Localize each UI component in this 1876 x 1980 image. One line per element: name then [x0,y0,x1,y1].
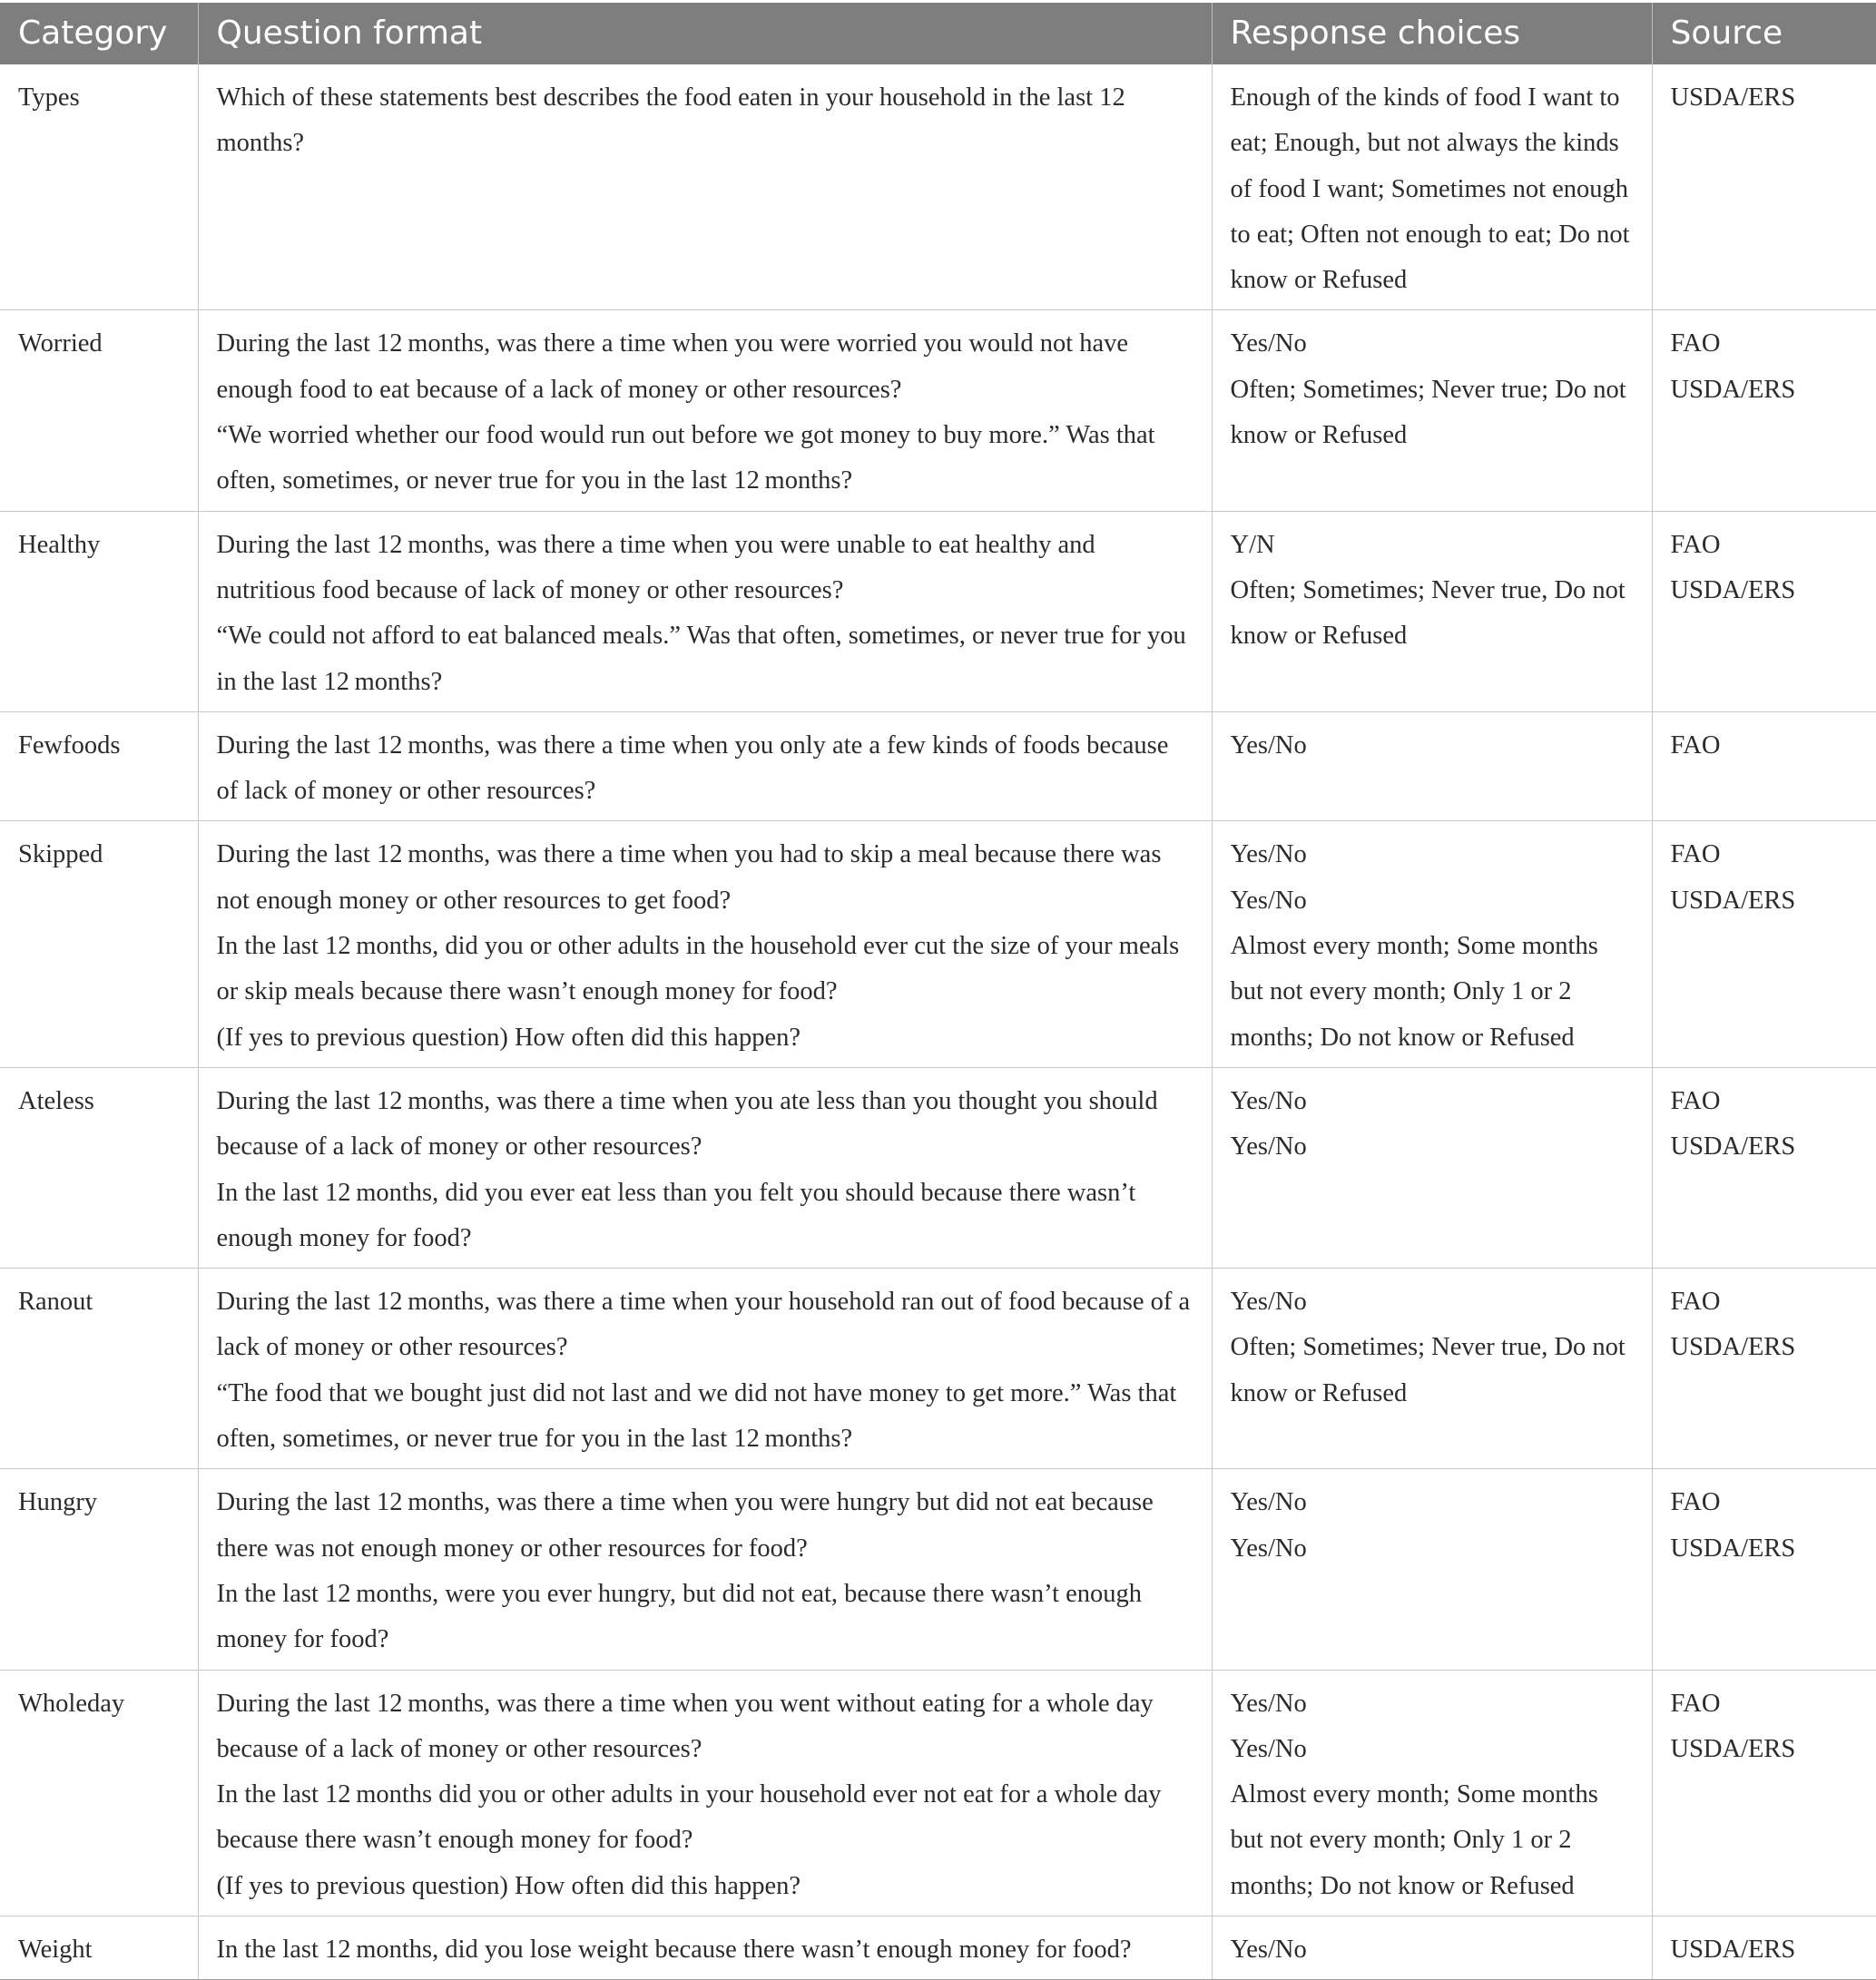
question-format-cell [198,310,1212,511]
source-cell [1652,511,1876,711]
table-row [0,821,1876,1067]
question-format-cell [198,1670,1212,1916]
question-line: During the last 12 months, was there a time when you were unable to eat healthy and nutritious food because of lack of money or other resources? [216,530,1095,604]
question-line: “We could not afford to eat balanced meals.” Was that often, sometimes, or never true for you in the last 12 months? [216,622,1186,696]
question-format-cell [198,1469,1212,1670]
source-line: FAO [1670,730,1721,760]
response-choices-cell [1212,511,1652,711]
source-cell [1652,1067,1876,1268]
question-format-cell [198,821,1212,1067]
source-cell [1652,1670,1876,1916]
response-line: Yes/No [1230,1132,1307,1162]
category-cell: Wholeday [0,1670,198,1916]
source-line: USDA/ERS [1670,83,1796,112]
response-line: Often; Sometimes; Never true, Do not know or Refused [1230,1333,1626,1407]
source-line: FAO [1670,1288,1721,1317]
question-format-cell [198,711,1212,821]
food-insecurity-questions-table [0,3,1876,1980]
question-line: In the last 12 months, did you or other adults in the household ever cut the size of your meals or skip meals because there wasn’t enough money for food? [216,932,1180,1006]
source-cell [1652,1916,1876,1979]
category-cell: Fewfoods [0,711,198,821]
question-line: “The food that we bought just did not last and we did not have money to get more.” Was that often, sometimes, or never true for you in the last 12 months? [216,1378,1177,1454]
table-row [0,1670,1876,1916]
header-row [0,3,1876,64]
source-line: USDA/ERS [1670,1333,1796,1362]
response-line: Yes/No [1230,840,1307,869]
table-row [0,1916,1876,1979]
category-cell: Healthy [0,511,198,711]
response-line: Yes/No [1230,1689,1307,1718]
response-choices-cell [1212,821,1652,1067]
table-row [0,711,1876,821]
question-line: During the last 12 months, was there a time when you were worried you would not have enough food to eat because of a lack of money or other resources? [216,329,1129,404]
category-cell: Skipped [0,821,198,1067]
source-line: USDA/ERS [1670,886,1796,915]
source-line: FAO [1670,530,1721,559]
response-line: Often; Sometimes; Never true; Do not know or Refused [1230,375,1626,450]
category-cell: Worried [0,310,198,511]
source-line: FAO [1670,1086,1721,1115]
food-insecurity-table-container [0,3,1876,1980]
question-format-cell [198,1067,1212,1268]
response-line: Yes/No [1230,329,1307,358]
table-header [0,3,1876,64]
category-cell: Ateless [0,1067,198,1268]
response-line: Almost every month; Some months but not every month; Only 1 or 2 months; Do not know or Refused [1230,932,1598,1052]
response-choices-cell [1212,1067,1652,1268]
header-source: Source [1652,3,1876,64]
header-response-choices: Response choices [1212,3,1652,64]
response-choices-cell [1212,711,1652,821]
source-line: USDA/ERS [1670,1132,1796,1162]
source-cell [1652,1469,1876,1670]
category-cell: Types [0,64,198,310]
source-cell [1652,1269,1876,1469]
question-line: During the last 12 months, was there a time when you had to skip a meal because there was not enough money or other resources to get food? [216,840,1162,915]
question-line: “We worried whether our food would run out before we got money to buy more.” Was that often, sometimes, or never true for you in the last 12 months? [216,421,1155,495]
header-question-format: Question format [198,3,1212,64]
question-line: During the last 12 months, was there a time when you only ate a few kinds of foods because of lack of money or other resources? [216,730,1169,806]
response-choices-cell [1212,64,1652,310]
response-line: Yes/No [1230,1086,1307,1115]
response-line: Y/N [1230,530,1275,559]
table-row [0,1269,1876,1469]
question-line: In the last 12 months, were you ever hungry, but did not eat, because there wasn’t enough money for food? [216,1579,1143,1654]
source-line: USDA/ERS [1670,375,1796,404]
table-row [0,64,1876,310]
question-format-cell [198,1916,1212,1979]
response-choices-cell [1212,1916,1652,1979]
response-line: Yes/No [1230,730,1307,760]
question-line: During the last 12 months, was there a time when your household ran out of food because of a lack of money or other resources? [216,1288,1191,1362]
table-row [0,310,1876,511]
question-line: Which of these statements best describes the food eaten in your household in the last 12 months? [216,83,1131,158]
response-choices-cell [1212,310,1652,511]
response-line: Almost every month; Some months but not every month; Only 1 or 2 months; Do not know or Refused [1230,1780,1598,1900]
source-line: USDA/ERS [1670,575,1796,604]
source-line: FAO [1670,1488,1721,1517]
source-cell [1652,64,1876,310]
question-line: In the last 12 months, did you lose weight because there wasn’t enough money for food? [216,1935,1132,1964]
question-line: During the last 12 months, was there a time when you went without eating for a whole day because of a lack of money or other resources? [216,1689,1154,1763]
table-row [0,511,1876,711]
response-line: Yes/No [1230,1288,1307,1317]
response-line: Yes/No [1230,1534,1307,1563]
source-cell [1652,821,1876,1067]
response-line: Enough of the kinds of food I want to eat; Enough, but not always the kinds of food I want; Sometimes not enough to eat; Often not enough to eat; Do not know or Refused [1230,83,1630,295]
source-line: USDA/ERS [1670,1734,1796,1763]
source-line: USDA/ERS [1670,1534,1796,1563]
response-line: Yes/No [1230,1488,1307,1517]
source-cell [1652,310,1876,511]
table-body [0,64,1876,1980]
source-line: FAO [1670,1689,1721,1718]
category-cell: Ranout [0,1269,198,1469]
question-line: (If yes to previous question) How often did this happen? [216,1871,800,1900]
source-line: FAO [1670,329,1721,358]
response-choices-cell [1212,1670,1652,1916]
table-row [0,1469,1876,1670]
response-line: Yes/No [1230,1935,1307,1964]
question-format-cell [198,1269,1212,1469]
source-line: USDA/ERS [1670,1935,1796,1964]
response-line: Yes/No [1230,886,1307,915]
category-cell: Weight [0,1916,198,1979]
question-line: During the last 12 months, was there a time when you were hungry but did not eat because there was not enough money or other resources for food? [216,1488,1154,1563]
response-choices-cell [1212,1269,1652,1469]
response-choices-cell [1212,1469,1652,1670]
table-row [0,1067,1876,1268]
source-line: FAO [1670,840,1721,869]
category-cell: Hungry [0,1469,198,1670]
question-line: (If yes to previous question) How often did this happen? [216,1023,800,1052]
question-line: During the last 12 months, was there a time when you ate less than you thought you should because of a lack of money or other resources? [216,1086,1158,1162]
header-category: Category [0,3,198,64]
question-format-cell [198,511,1212,711]
source-cell [1652,711,1876,821]
question-line: In the last 12 months, did you ever eat less than you felt you should because there wasn’t enough money for food? [216,1178,1136,1252]
question-line: In the last 12 months did you or other adults in your household ever not eat for a whole day because there wasn’t enough money for food? [216,1780,1162,1855]
response-line: Often; Sometimes; Never true, Do not know or Refused [1230,575,1626,651]
response-line: Yes/No [1230,1734,1307,1763]
question-format-cell [198,64,1212,310]
